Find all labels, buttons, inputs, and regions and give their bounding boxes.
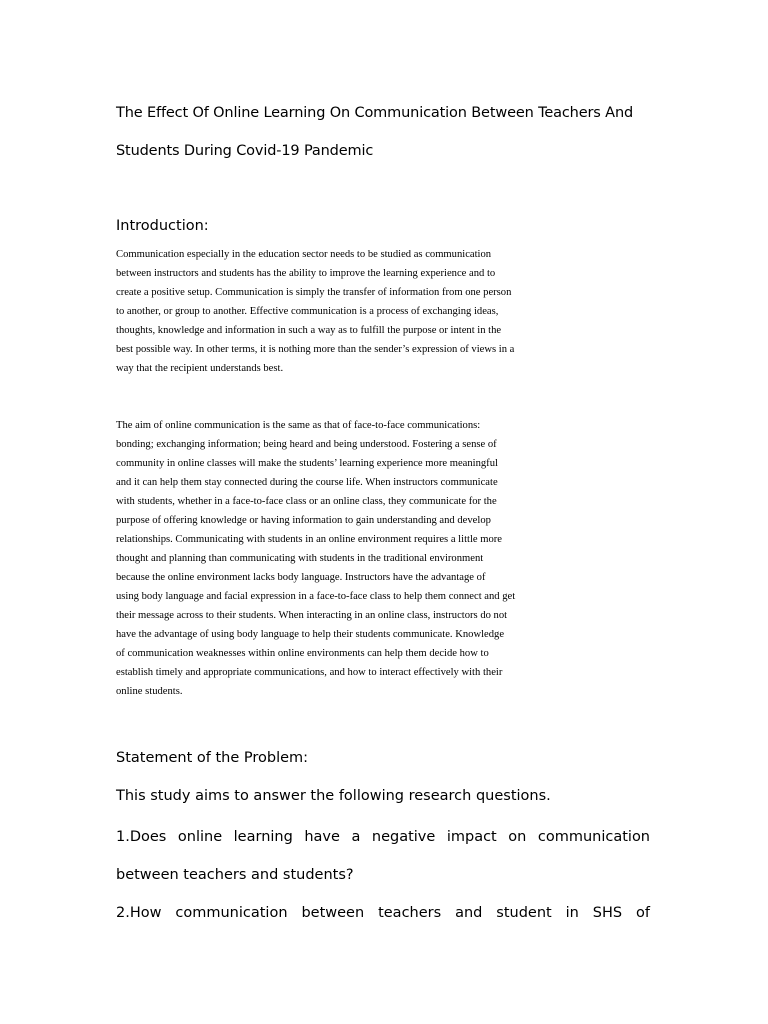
problem-heading: Statement of the Problem: xyxy=(116,750,309,766)
paragraph-line: create a positive setup. Communication is simply the transfer of information from one person xyxy=(116,287,512,298)
title-line-1: The Effect Of Online Learning On Communication Between Teachers And xyxy=(116,105,634,121)
paragraph-line: using body language and facial expression in a face-to-face class to help them connect and get xyxy=(116,591,516,602)
introduction-paragraph-1 xyxy=(116,245,566,378)
paragraph-line: relationships. Communicating with students in an online environment requires a little more xyxy=(116,534,503,545)
paragraph-line: The aim of online communication is the same as that of face-to-face communications: xyxy=(116,420,481,431)
paragraph-line: between instructors and students has the ability to improve the learning experience and to xyxy=(116,268,496,279)
paragraph-line: have the advantage of using body language to help their students communicate. Knowledge xyxy=(116,629,505,640)
paragraph-line: bonding; exchanging information; being heard and being understood. Fostering a sense of xyxy=(116,439,497,450)
question-1-line-2: between teachers and students? xyxy=(116,867,354,883)
paragraph-line: and it can help them stay connected during the course life. When instructors communicate xyxy=(116,477,498,488)
paragraph-line: purpose of offering knowledge or having information to gain understanding and develop xyxy=(116,515,491,526)
paragraph-line: online students. xyxy=(116,686,183,697)
question-1-line-1: 1.Does online learning have a negative impact on communication xyxy=(116,829,650,845)
paragraph-line: establish timely and appropriate communications, and how to interact effectively with their xyxy=(116,667,503,678)
research-questions-lead: This study aims to answer the following research questions. xyxy=(116,788,551,804)
introduction-paragraph-2 xyxy=(116,416,566,701)
paragraph-line: to another, or group to another. Effective communication is a process of exchanging ideas, xyxy=(116,306,499,317)
paragraph-line: Communication especially in the education sector needs to be studied as communication xyxy=(116,249,492,260)
paragraph-line: because the online environment lacks body language. Instructors have the advantage of xyxy=(116,572,486,583)
paragraph-line: of communication weaknesses within online environments can help them decide how to xyxy=(116,648,489,659)
paragraph-line: thoughts, knowledge and information in such a way as to fulfill the purpose or intent in the xyxy=(116,325,502,336)
paragraph-line: community in online classes will make the students’ learning experience more meaningful xyxy=(116,458,498,469)
paragraph-line: best possible way. In other terms, it is nothing more than the sender’s expression of views in a xyxy=(116,344,515,355)
paragraph-line: their message across to their students. When interacting in an online class, instructors do not xyxy=(116,610,508,621)
research-questions-list xyxy=(116,818,650,932)
paragraph-line: way that the recipient understands best. xyxy=(116,363,284,374)
paragraph-line: thought and planning than communicating with students in the traditional environment xyxy=(116,553,484,564)
paragraph-line: with students, whether in a face-to-face class or an online class, they communicate for the xyxy=(116,496,497,507)
introduction-heading: Introduction: xyxy=(116,218,209,234)
document-title xyxy=(116,94,676,170)
question-2-line-1: 2.How communication between teachers and student in SHS of xyxy=(116,905,650,921)
title-line-2: Students During Covid-19 Pandemic xyxy=(116,143,374,159)
